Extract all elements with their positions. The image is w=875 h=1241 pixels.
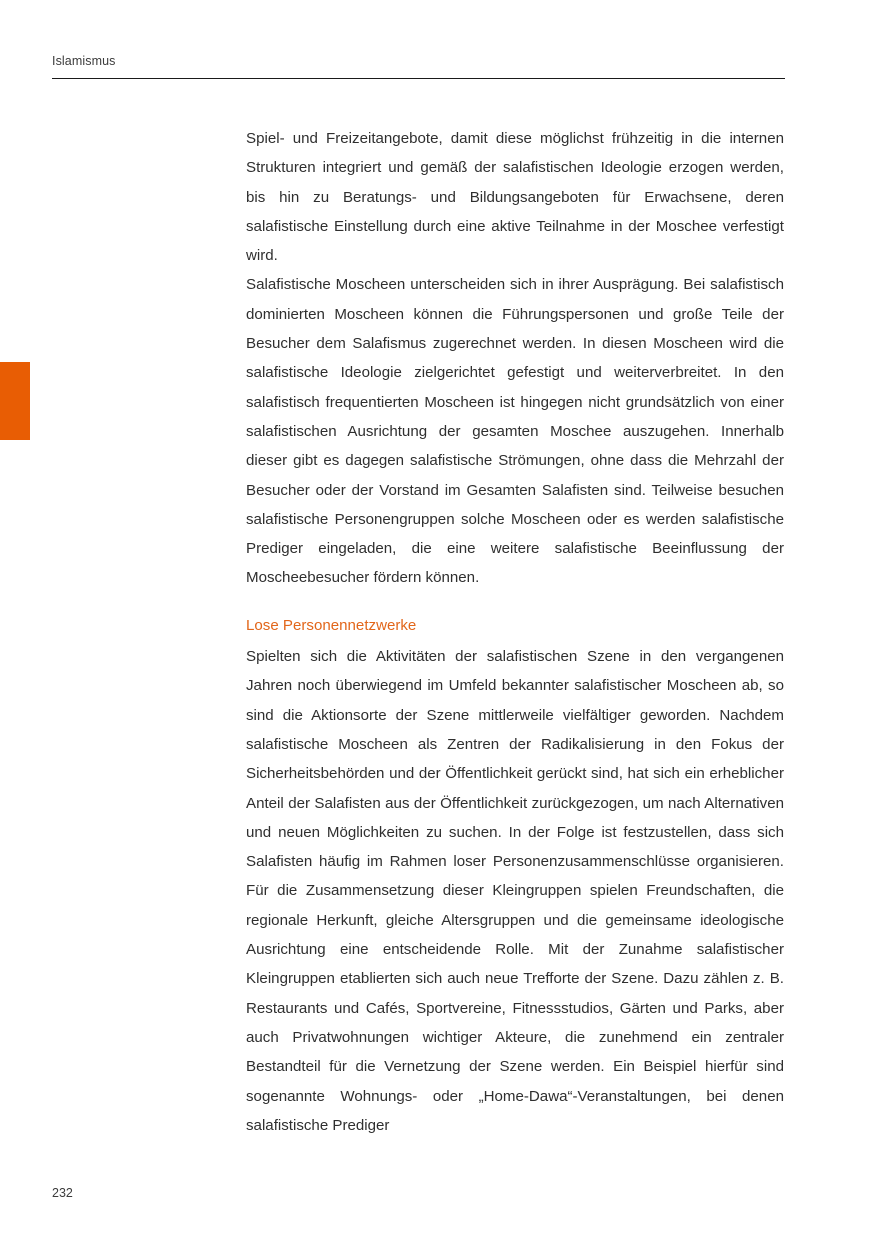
paragraph-1: Spiel- und Freizeitangebote, damit diese möglichst frühzeitig in die internen Strukturen integriert und gemäß der salafistischen Ideologie erzogen werden, bis hin zu Beratungs- und Bildungsangeboten für Erwachsene, deren salafistische Einstellung durch eine aktive Teilnahme in der Moschee verfestigt wird. (246, 130, 784, 265)
paragraph-3: Spielten sich die Aktivitäten der salafistischen Szene in den vergangenen Jahren noch überwiegend im Umfeld bekannter salafistischer Moscheen ab, so sind die Aktionsorte der Szene mittlerweile vielfältiger geworden. Nachdem salafistische Moscheen als Zentren der Radikalisierung in den Fokus der Sicherheitsbehörden und der Öffentlichkeit gerückt sind, hat sich ein erheblicher Anteil der Salafisten aus der Öffentlichkeit zurückgezogen, um nach Alternativen und neuen Möglichkeiten zu suchen. In der Folge ist festzustellen, dass sich Salafisten häufig im Rahmen loser Personenzusammenschlüsse organisieren. Für die Zusammensetzung dieser Kleingruppen spielen Freundschaften, die regionale Herkunft, gleiche Altersgruppen und die gemeinsame ideologische Ausrichtung eine entscheidende Rolle. Mit der Zunahme salafistischer Kleingruppen etablierten sich auch neue Trefforte der Szene. Dazu zählen z. B. Restaurants und Cafés, Sportvereine, Fitnessstudios, Gärten und Parks, aber auch Privatwohnungen wichtiger Akteure, die zunehmend ein zentraler Bestandteil für die Vernetzung der Szene werden. Ein Beispiel hierfür sind sogenannte Wohnungs- oder „Home-Dawa“-Veranstaltungen, bei denen salafistische Prediger (246, 648, 784, 1134)
header-rule (52, 78, 785, 79)
paragraph-2: Salafistische Moscheen unterscheiden sich in ihrer Ausprägung. Bei salafistisch dominierten Moscheen können die Führungspersonen und große Teile der Besucher dem Salafismus zugerechnet werden. In diesen Moscheen wird die salafistische Ideologie zielgerichtet gefestigt und weiterverbreitet. In den salafistisch frequentierten Moscheen ist hingegen nicht grundsätzlich von einer salafistischen Ausrichtung der gesamten Moschee auszugehen. Innerhalb dieser gibt es dagegen salafistische Strömungen, ohne dass die Mehrzahl der Besucher oder der Vorstand im Gesamten Salafisten sind. Teilweise besuchen salafistische Personengruppen solche Moscheen oder es werden salafistische Prediger eingeladen, die eine weitere salafistische Beeinflussung der Moscheebesucher fördern können. (246, 276, 784, 587)
page-number: 232 (52, 1186, 73, 1200)
main-text-column (246, 124, 784, 1140)
chapter-tab-marker (0, 362, 30, 440)
running-header: Islamismus (52, 54, 116, 68)
section-heading-lose-personennetzwerke: Lose Personennetzwerke (246, 616, 417, 634)
